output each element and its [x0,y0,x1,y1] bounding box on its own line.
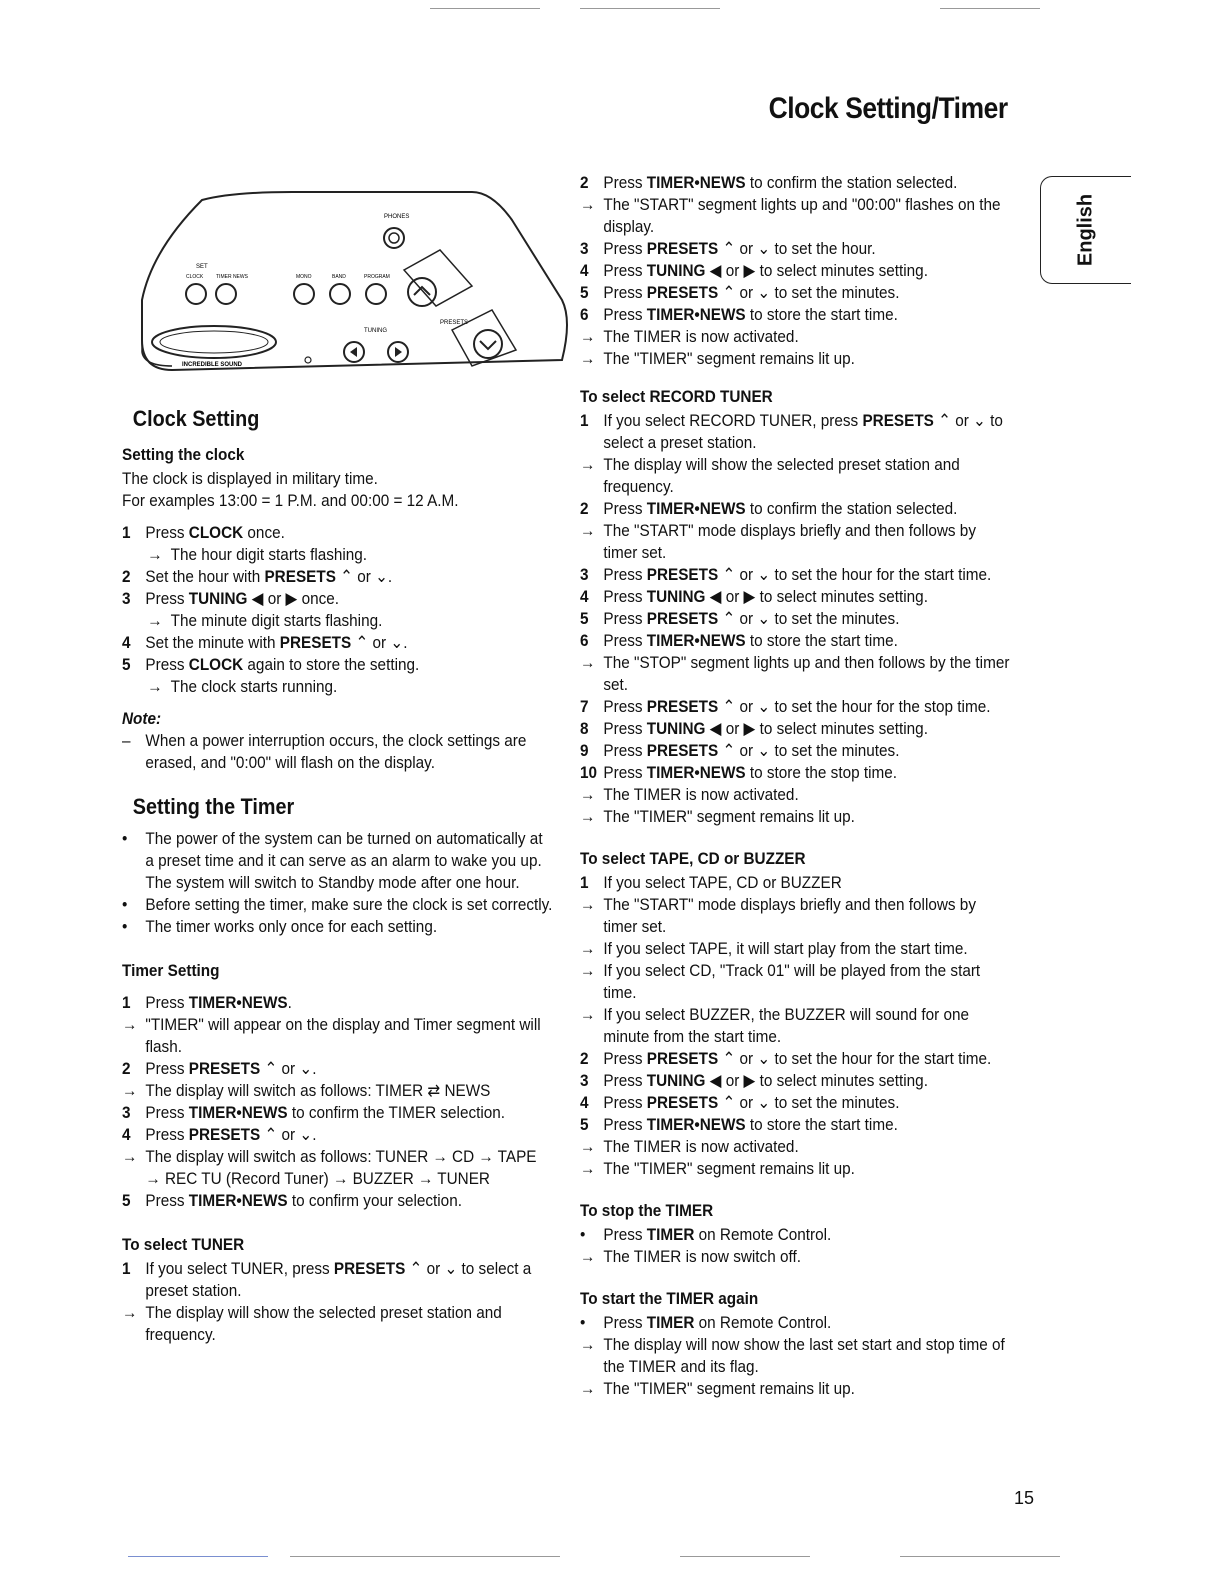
list-text: Press PRESETS ⌃ or ⌄. [145,1059,317,1078]
clock-label: CLOCK [186,274,204,280]
list-text: If you select TUNER, press PRESETS ⌃ or ⌄ to select a preset station. [145,1259,532,1300]
band-button[interactable] [330,284,350,304]
list-item [580,1224,1012,1246]
setting-clock-heading: Setting the clock [122,445,245,464]
list-marker: 1 [122,523,131,542]
list-marker: • [580,1313,586,1332]
timer-news-label: TIMER NEWS [216,274,248,280]
presets-label: PRESETS [440,320,469,326]
list-marker: → [147,545,163,564]
list-item [122,992,554,1014]
list-text: Press TIMER•NEWS to store the start time. [603,1115,898,1134]
list-item [580,718,1012,740]
list-item [122,1124,554,1146]
list-text: The clock starts running. [170,677,338,696]
list-item [147,676,554,698]
list-item [580,1004,1012,1048]
list-text: Press PRESETS ⌃ or ⌄ to set the hour for the stop time. [603,697,991,716]
tuner-continued-steps [580,172,1012,370]
list-marker: 1 [122,1259,131,1278]
list-marker: 5 [122,1191,131,1210]
list-marker: 4 [580,1093,589,1112]
list-text: The power of the system can be turned on automatically at a preset time and it can serve as an alarm to wake you up. The system will switch to Standby mode after one hour. [145,829,543,892]
tuner-heading: To select TUNER [122,1235,245,1254]
timer-steps [122,992,554,1212]
tape-cd-buzzer-steps [580,872,1012,1180]
list-item [122,1102,554,1124]
list-item [122,1146,554,1190]
arrow-right-icon [395,347,402,357]
list-marker: → [580,327,596,346]
note-list [122,730,554,774]
list-marker: 8 [580,719,589,738]
list-text: The display will switch as follows: TUNER → CD → TAPE → REC TU (Record Tuner) → BUZZER → TUNER [145,1147,537,1188]
list-text: The TIMER is now activated. [603,327,799,346]
list-item [580,564,1012,586]
timer-setting-heading: Timer Setting [122,961,220,980]
list-text: Before setting the timer, make sure the clock is set correctly. [145,895,553,914]
list-item [580,784,1012,806]
list-text: The "STOP" segment lights up and then follows by the timer set. [603,653,1010,694]
record-tuner-heading: To select RECORD TUNER [580,387,773,406]
list-item [122,566,554,588]
list-marker: → [122,1303,138,1322]
list-marker: 4 [580,587,589,606]
list-text: Press TUNING ◀ or ▶ once. [145,589,339,608]
page-title: Clock Setting/Timer [768,92,1008,125]
list-item [122,1058,554,1080]
list-text: Set the hour with PRESETS ⌃ or ⌄. [145,567,393,586]
list-item [122,916,554,938]
stop-timer-heading: To stop the TIMER [580,1201,714,1220]
clock-setting-heading: Clock Setting [132,406,260,431]
list-text: Press PRESETS ⌃ or ⌄ to set the minutes. [603,1093,900,1112]
list-marker: 4 [122,1125,131,1144]
list-item [580,894,1012,938]
phones-jack-icon [384,228,404,248]
record-tuner-steps [580,410,1012,828]
list-item [580,630,1012,652]
mono-label: MONO [296,274,312,280]
clock-intro-1: The clock is displayed in military time. [122,469,378,488]
list-marker: 4 [122,633,131,652]
list-item [580,1114,1012,1136]
list-text: Press TIMER•NEWS to confirm the TIMER selection. [145,1103,506,1122]
list-marker: 3 [580,1071,589,1090]
timer-bullets [122,828,554,938]
list-item [122,632,554,654]
list-item [580,1334,1012,1378]
list-text: The "TIMER" segment remains lit up. [603,349,855,368]
list-item [580,260,1012,282]
list-item [580,740,1012,762]
tape-cd-buzzer-heading: To select TAPE, CD or BUZZER [580,849,806,868]
list-item [580,1136,1012,1158]
list-text: If you select CD, "Track 01" will be played from the start time. [603,961,981,1002]
tuning-label: TUNING [364,328,387,334]
list-marker: • [122,917,128,936]
list-item [580,454,1012,498]
list-marker: → [147,611,163,630]
list-item [147,544,554,566]
list-text: The "TIMER" segment remains lit up. [603,1159,855,1178]
stop-timer-steps [580,1224,1012,1268]
list-item [580,696,1012,718]
list-text: Press TUNING ◀ or ▶ to select minutes setting. [603,261,928,280]
program-button[interactable] [366,284,386,304]
list-text: The timer works only once for each setting. [145,917,438,936]
device-front-panel-illustration [132,160,572,380]
list-marker: → [580,195,596,214]
clock-intro-2: For examples 13:00 = 1 P.M. and 00:00 = 12 A.M. [122,491,459,510]
list-text: The "START" mode displays briefly and then follows by timer set. [603,895,976,936]
list-marker: 5 [122,655,131,674]
list-text: Press TIMER•NEWS to store the stop time. [603,763,898,782]
list-marker: 7 [580,697,589,716]
list-text: The "START" segment lights up and "00:00" flashes on the display. [603,195,1001,236]
list-item [580,1378,1012,1400]
list-text: Press TIMER•NEWS to confirm your selection. [145,1191,462,1210]
list-item [580,498,1012,520]
list-text: If you select TAPE, it will start play from the start time. [603,939,968,958]
list-text: The minute digit starts flashing. [170,611,383,630]
timer-news-button[interactable] [216,284,236,304]
list-item [122,654,554,676]
list-item [580,1246,1012,1268]
list-text: Press TUNING ◀ or ▶ to select minutes setting. [603,1071,928,1090]
presets-down-button[interactable] [474,330,502,358]
incredible-sound-label: INCREDIBLE SOUND [182,362,243,368]
list-text: Press PRESETS ⌃ or ⌄ to set the hour. [603,239,876,258]
list-text: Press PRESETS ⌃ or ⌄ to set the minutes. [603,283,900,302]
list-marker: • [580,1225,586,1244]
list-text: Press CLOCK again to store the setting. [145,655,420,674]
list-text: Press TUNING ◀ or ▶ to select minutes setting. [603,587,928,606]
list-item [122,588,554,610]
list-marker: → [580,785,596,804]
list-item [580,586,1012,608]
language-tab [1040,176,1131,284]
list-text: Press TIMER•NEWS to confirm the station selected. [603,499,958,518]
list-marker: → [580,1137,596,1156]
list-text: If you select BUZZER, the BUZZER will sound for one minute from the start time. [603,1005,970,1046]
list-marker: → [580,1247,596,1266]
list-marker: → [580,1335,596,1354]
list-text: The display will now show the last set start and stop time of the TIMER and its flag. [603,1335,1005,1376]
list-item [122,1190,554,1212]
list-marker: 4 [580,261,589,280]
list-marker: → [122,1015,138,1034]
list-marker: 1 [580,873,589,892]
list-text: Set the minute with PRESETS ⌃ or ⌄. [145,633,408,652]
list-item [147,610,554,632]
list-marker: 6 [580,305,589,324]
list-marker: → [580,807,596,826]
mono-button[interactable] [294,284,314,304]
list-text: "TIMER" will appear on the display and Timer segment will flash. [145,1015,541,1056]
list-marker: → [122,1147,138,1166]
list-marker: • [122,895,128,914]
list-item [122,1014,554,1058]
list-marker: 1 [580,411,589,430]
clock-button[interactable] [186,284,206,304]
list-text: Press PRESETS ⌃ or ⌄ to set the minutes. [603,609,900,628]
list-item [580,520,1012,564]
list-text: The "START" mode displays briefly and then follows by timer set. [603,521,976,562]
band-label: BAND [332,274,346,280]
list-item [580,1158,1012,1180]
list-text: Press PRESETS ⌃ or ⌄ to set the hour for the start time. [603,565,992,584]
list-marker: 3 [580,565,589,584]
list-item [580,194,1012,238]
timer-heading: Setting the Timer [132,794,295,819]
list-item [580,304,1012,326]
list-text: Press TIMER on Remote Control. [603,1313,832,1332]
list-text: If you select TAPE, CD or BUZZER [603,873,842,892]
list-item [580,762,1012,784]
list-text: If you select RECORD TUNER, press PRESETS ⌃ or ⌄ to select a preset station. [603,411,1003,452]
list-marker: → [580,939,596,958]
list-item [580,1048,1012,1070]
list-item [122,522,554,544]
list-item [580,1070,1012,1092]
chevron-down-icon [480,341,496,349]
list-marker: 2 [122,567,131,586]
list-text: Press TIMER•NEWS to store the start time. [603,305,898,324]
list-item [122,1302,554,1346]
list-item [580,872,1012,894]
list-text: When a power interruption occurs, the clock settings are erased, and "0:00" will flash on the display. [145,731,527,772]
list-marker: → [147,677,163,696]
page-number: 15 [1014,1488,1035,1508]
list-marker: → [580,521,596,540]
note-label: Note: [122,709,162,728]
list-item [580,1312,1012,1334]
list-text: Press TIMER•NEWS to confirm the station selected. [603,173,958,192]
list-text: Press PRESETS ⌃ or ⌄ to set the hour for the start time. [603,1049,992,1068]
list-text: Press PRESETS ⌃ or ⌄ to set the minutes. [603,741,900,760]
tuner-steps [122,1258,554,1346]
list-item [122,1080,554,1102]
list-marker: 2 [122,1059,131,1078]
list-text: The display will show the selected preset station and frequency. [603,455,960,496]
list-marker: 5 [580,609,589,628]
list-text: Press TIMER•NEWS to store the start time. [603,631,898,650]
list-item [580,348,1012,370]
list-text: Press CLOCK once. [145,523,285,542]
list-item [580,960,1012,1004]
list-item [122,828,554,894]
list-marker: 3 [122,1103,131,1122]
set-label: SET [196,264,208,270]
list-item [580,938,1012,960]
list-item [580,326,1012,348]
list-marker: 3 [580,239,589,258]
clock-steps [122,522,554,698]
list-item [580,410,1012,454]
list-text: The display will switch as follows: TIMER ⇄ NEWS [145,1081,491,1100]
list-marker: 3 [122,589,131,608]
list-marker: → [580,1379,596,1398]
phones-label: PHONES [384,214,410,220]
list-item [580,282,1012,304]
list-item [122,730,554,774]
list-marker: 5 [580,1115,589,1134]
list-marker: → [580,1005,596,1024]
list-item [122,894,554,916]
list-marker: • [122,829,128,848]
list-text: The display will show the selected preset station and frequency. [145,1303,502,1344]
list-marker: → [580,895,596,914]
list-text: The TIMER is now switch off. [603,1247,801,1266]
list-item [122,1258,554,1302]
list-item [580,238,1012,260]
list-marker: 9 [580,741,589,760]
list-marker: – [122,731,131,750]
list-marker: 6 [580,631,589,650]
start-timer-again-steps [580,1312,1012,1400]
presets-up-button[interactable] [408,278,436,306]
list-text: Press TIMER•NEWS. [145,993,292,1012]
list-item [580,608,1012,630]
arrow-left-icon [350,347,357,357]
list-item [580,806,1012,828]
language-label: English [1074,193,1097,267]
list-marker: 2 [580,1049,589,1068]
list-text: The TIMER is now activated. [603,785,799,804]
list-marker: → [122,1081,138,1100]
list-marker: → [580,1159,596,1178]
list-marker: → [580,653,596,672]
standby-led-icon [305,357,311,363]
list-marker: 2 [580,499,589,518]
list-marker: 2 [580,173,589,192]
list-marker: 1 [122,993,131,1012]
list-marker: → [580,349,596,368]
list-text: The "TIMER" segment remains lit up. [603,1379,855,1398]
list-marker: 10 [580,763,598,782]
list-item [580,172,1012,194]
list-item [580,652,1012,696]
list-text: Press PRESETS ⌃ or ⌄. [145,1125,317,1144]
list-marker: → [580,961,596,980]
list-text: The "TIMER" segment remains lit up. [603,807,855,826]
list-text: The hour digit starts flashing. [170,545,368,564]
program-label: PROGRAM [364,274,390,280]
list-text: The TIMER is now activated. [603,1137,799,1156]
list-text: Press TUNING ◀ or ▶ to select minutes setting. [603,719,928,738]
start-timer-again-heading: To start the TIMER again [580,1289,759,1308]
list-marker: → [580,455,596,474]
list-marker: 5 [580,283,589,302]
list-item [580,1092,1012,1114]
list-text: Press TIMER on Remote Control. [603,1225,832,1244]
